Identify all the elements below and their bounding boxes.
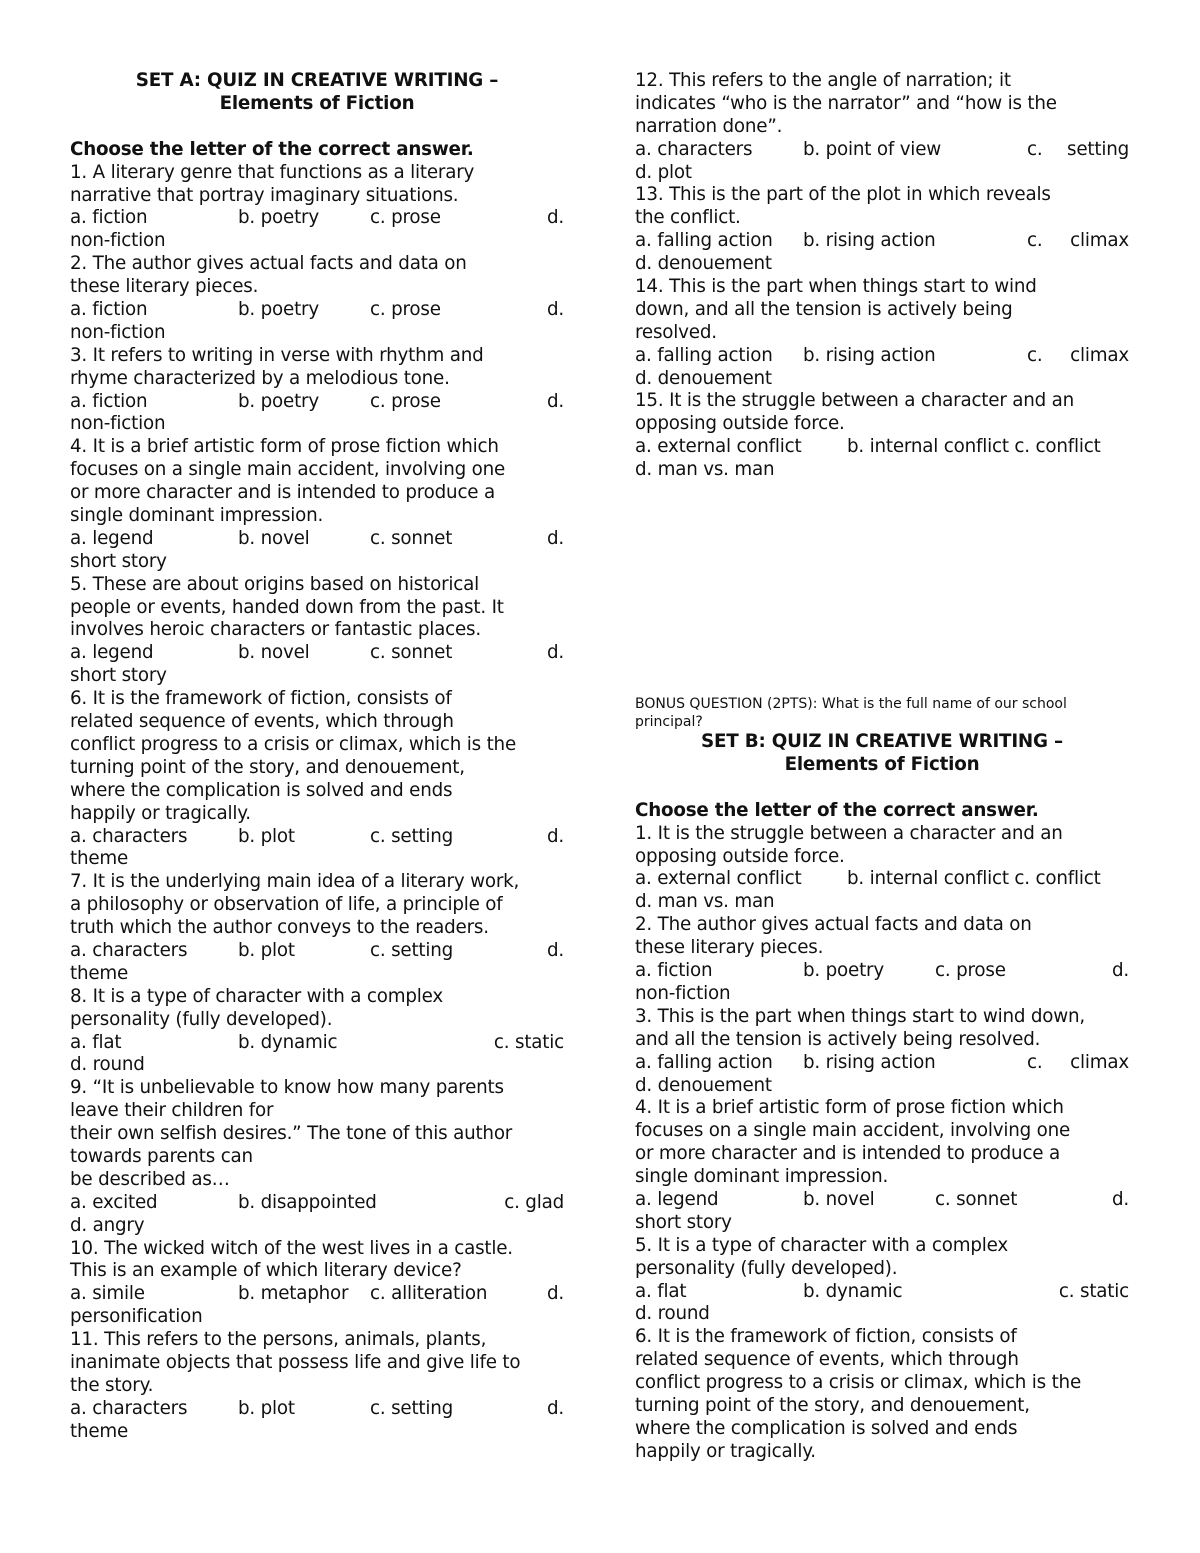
answer-option-continued: d. denouement [635,253,772,275]
answer-options-row [70,391,564,414]
question-stem-line: personality (fully developed). [635,1257,898,1279]
set-a-instruction: Choose the letter of the correct answer. [70,138,474,160]
answer-option[interactable]: b. disappointed [238,1191,377,1213]
question-stem-line: happily or tragically. [70,802,251,824]
question-stem-line: truth which the author conveys to the readers. [70,917,489,939]
answer-options-row [635,868,1129,891]
question-stem-line: 1. A literary genre that functions as a literary [70,161,475,183]
question-stem-line: 8. It is a type of character with a complex [70,985,443,1007]
answer-options-row [70,826,564,849]
question-item [635,914,1129,1006]
answer-option-continued: non-fiction [70,230,166,252]
question-stem-line: opposing outside force. [635,413,845,435]
answer-option[interactable]: b. internal conflict c. conflict [847,436,1101,458]
question-stem-line: narration done”. [635,115,783,137]
question-stem-line: 13. This is the part of the plot in which reveals [635,184,1051,206]
set-a-title-line2: Elements of Fiction [219,92,415,114]
answer-option[interactable]: a. characters [70,1397,188,1419]
answer-options-row [635,1052,1129,1075]
answer-option-continued: non-fiction [635,982,731,1004]
question-item [635,1006,1129,1098]
answer-option[interactable]: b. novel [803,1188,875,1210]
question-stem-line: these literary pieces. [635,937,824,959]
question-stem-line: down, and all the tension is actively being [635,298,1013,320]
answer-option[interactable]: a. flat [70,1031,122,1053]
answer-options-row [70,1283,564,1306]
set-a-question-list [70,162,564,1444]
answer-option[interactable]: a. legend [635,1188,719,1210]
answer-option[interactable]: d. [546,390,564,412]
answer-option-continued: theme [70,962,129,984]
question-stem-line: 10. The wicked witch of the west lives in a castle. [70,1237,513,1259]
question-stem-line: narrative that portray imaginary situations. [70,184,459,206]
question-item [635,276,1129,390]
question-item [70,162,564,254]
answer-option[interactable]: c. [1027,1051,1043,1073]
answer-option[interactable]: b. plot [238,825,295,847]
answer-option[interactable]: a. fiction [70,390,148,412]
answer-option[interactable]: a. excited [70,1191,158,1213]
answer-option[interactable]: c. sonnet [370,642,453,664]
question-stem-line: 15. It is the struggle between a character and an [635,390,1075,412]
answer-option[interactable]: climax [1070,1051,1129,1073]
question-item [70,436,564,573]
question-stem-line: where the complication is solved and ends [70,779,453,801]
answer-option-continued: d. denouement [635,1074,772,1096]
question-item [70,253,564,345]
question-stem-line: 3. This is the part when things start to wind down, [635,1005,1086,1027]
question-stem-line: 2. The author gives actual facts and data on [635,914,1032,936]
answer-option-continued: theme [70,848,129,870]
answer-option[interactable]: setting [1067,138,1129,160]
question-stem-line: indicates “who is the narrator” and “how is the [635,92,1057,114]
set-b-title-line1: SET B: QUIZ IN CREATIVE WRITING – [701,731,1063,753]
answer-option[interactable]: b. plot [238,939,295,961]
answer-option[interactable]: climax [1070,230,1129,252]
question-stem-line: towards parents can [70,1145,253,1167]
answer-option[interactable]: b. poetry [803,960,884,982]
answer-option[interactable]: c. setting [370,825,454,847]
answer-option[interactable]: b. rising action [803,1051,936,1073]
answer-options-row [70,1398,564,1421]
set-a-continued-question-list [635,70,1129,482]
answer-option[interactable]: a. fiction [70,207,148,229]
left-column [70,70,564,1444]
answer-option[interactable]: a. legend [70,527,154,549]
question-item [70,574,564,688]
answer-option[interactable]: a. characters [70,939,188,961]
answer-option-continued: d. round [70,1054,145,1076]
answer-options-row [70,1192,564,1215]
question-stem-line: their own selfish desires.” The tone of this author [70,1123,513,1145]
answer-options-row [635,230,1129,253]
question-stem-line: happily or tragically. [635,1440,816,1462]
answer-option[interactable]: b. dynamic [238,1031,338,1053]
answer-option[interactable]: d. [546,642,564,664]
answer-option[interactable]: b. rising action [803,344,936,366]
question-stem-line: 5. It is a type of character with a complex [635,1234,1008,1256]
question-stem-line: 9. “It is unbelievable to know how many parents [70,1077,504,1099]
bonus-question-line1: BONUS QUESTION (2PTS): What is the full name of our school [635,696,1067,713]
question-stem-line: 3. It refers to writing in verse with rhythm and [70,344,484,366]
question-item [70,871,564,985]
answer-option[interactable]: c. static [493,1031,564,1053]
answer-options-row [70,1032,564,1055]
answer-option[interactable]: b. point of view [803,138,941,160]
question-stem-line: single dominant impression. [70,505,324,527]
question-stem-line: related sequence of events, which through [635,1349,1019,1371]
question-stem-line: rhyme characterized by a melodious tone. [70,367,450,389]
question-item [70,986,564,1078]
answer-option[interactable]: c. prose [370,207,441,229]
question-stem-line: and all the tension is actively being resolved. [635,1028,1041,1050]
question-stem-line: 7. It is the underlying main idea of a literary work, [70,871,520,893]
answer-option[interactable]: b. poetry [238,299,319,321]
answer-option[interactable]: a. falling action [635,230,773,252]
answer-option[interactable]: c. sonnet [935,1188,1018,1210]
answer-option-continued: short story [70,550,167,572]
answer-option[interactable]: c. alliteration [370,1283,488,1305]
answer-option-continued: non-fiction [70,413,166,435]
answer-option[interactable]: c. setting [370,1397,454,1419]
question-item [70,1238,564,1330]
answer-option[interactable]: b. plot [238,1397,295,1419]
answer-option-continued: d. round [635,1303,710,1325]
answer-option[interactable]: c. setting [370,939,454,961]
answer-option[interactable]: a. falling action [635,1051,773,1073]
question-stem-line: related sequence of events, which through [70,711,454,733]
question-item [635,823,1129,915]
answer-options-row [635,345,1129,368]
answer-options-row [70,528,564,551]
answer-option[interactable]: a. fiction [70,299,148,321]
question-stem-line: conflict progress to a crisis or climax, which is the [70,733,516,755]
answer-option[interactable]: a. legend [70,642,154,664]
question-stem-line: focuses on a single main accident, involving one [635,1120,1071,1142]
question-stem-line: or more character and is intended to produce a [635,1143,1060,1165]
question-item [70,1077,564,1237]
answer-option[interactable]: d. [546,1283,564,1305]
question-item [635,1326,1129,1463]
question-stem-line: single dominant impression. [635,1166,889,1188]
question-stem-line: 12. This refers to the angle of narration; it [635,70,1011,91]
answer-option[interactable]: d. [546,299,564,321]
answer-options-row [635,139,1129,162]
question-stem-line: This is an example of which literary device? [70,1260,462,1282]
question-item [70,345,564,437]
answer-option[interactable]: a. external conflict [635,868,802,890]
question-stem-line: personality (fully developed). [70,1008,333,1030]
answer-option[interactable]: c. prose [370,390,441,412]
answer-option-continued: d. angry [70,1214,145,1236]
question-stem-line: be described as… [70,1168,230,1190]
answer-option-continued: d. man vs. man [635,459,775,481]
answer-option[interactable]: b. novel [238,527,310,549]
question-stem-line: 6. It is the framework of fiction, consists of [70,688,452,710]
question-stem-line: 4. It is a brief artistic form of prose fiction which [70,436,499,458]
answer-option[interactable]: c. [1027,138,1043,160]
set-b-title-line2: Elements of Fiction [784,753,980,775]
answer-option[interactable]: d. [546,1397,564,1419]
set-a-title-line1: SET A: QUIZ IN CREATIVE WRITING – [135,70,499,91]
answer-option[interactable]: c. prose [370,299,441,321]
answer-option[interactable]: d. [546,527,564,549]
question-stem-line: 6. It is the framework of fiction, consists of [635,1326,1017,1348]
answer-option-continued: d. denouement [635,367,772,389]
question-stem-line: 5. These are about origins based on historical [70,573,480,595]
question-stem-line: the conflict. [635,207,741,229]
answer-option[interactable]: d. [1111,1188,1129,1210]
answer-option[interactable]: b. dynamic [803,1280,903,1302]
set-b-question-list [635,823,1129,1464]
answer-option[interactable]: b. poetry [238,207,319,229]
answer-options-row [70,207,564,230]
question-stem-line: people or events, handed down from the past. It [70,596,504,618]
answer-option[interactable]: d. [546,207,564,229]
answer-option[interactable]: c. glad [504,1191,564,1213]
answer-option[interactable]: a. flat [635,1280,687,1302]
answer-option[interactable]: d. [1111,960,1129,982]
question-item [70,1329,564,1443]
question-stem-line: the story. [70,1374,154,1396]
answer-option-continued: theme [70,1420,129,1442]
answer-option[interactable]: climax [1070,344,1129,366]
question-item [70,688,564,871]
answer-option-continued: d. man vs. man [635,891,775,913]
question-item [635,184,1129,276]
answer-options-row [70,642,564,665]
answer-option[interactable]: b. metaphor [238,1283,349,1305]
answer-options-row [635,1281,1129,1304]
question-stem-line: conflict progress to a crisis or climax, which is the [635,1372,1081,1394]
answer-options-row [70,940,564,963]
question-stem-line: inanimate objects that possess life and give life to [70,1351,521,1373]
answer-option-continued: personification [70,1306,203,1328]
question-item [635,1235,1129,1327]
answer-option[interactable]: a. characters [70,825,188,847]
answer-option[interactable]: a. fiction [635,960,713,982]
question-item [635,1097,1129,1234]
question-stem-line: resolved. [635,321,717,343]
right-column [635,70,1129,1464]
question-item [635,390,1129,482]
answer-option-continued: d. plot [635,161,692,183]
answer-option-continued: non-fiction [70,321,166,343]
answer-option[interactable]: b. poetry [238,390,319,412]
answer-option-continued: short story [70,665,167,687]
question-stem-line: opposing outside force. [635,845,845,867]
question-stem-line: where the complication is solved and ends [635,1417,1018,1439]
answer-option[interactable]: d. [546,939,564,961]
bonus-question-line2: principal? [635,714,703,731]
answer-option[interactable]: c. static [1058,1280,1129,1302]
answer-option[interactable]: a. simile [70,1283,145,1305]
question-stem-line: turning point of the story, and denouement, [635,1394,1030,1416]
answer-options-row [635,960,1129,983]
question-stem-line: 11. This refers to the persons, animals, plants, [70,1329,487,1351]
answer-options-row [635,436,1129,459]
question-stem-line: leave their children for [70,1100,274,1122]
question-item [635,70,1129,184]
answer-option[interactable]: c. [1027,230,1043,252]
question-stem-line: involves heroic characters or fantastic places. [70,619,481,641]
question-stem-line: 4. It is a brief artistic form of prose fiction which [635,1097,1064,1119]
answer-option[interactable]: c. prose [935,960,1006,982]
answer-option[interactable]: b. novel [238,642,310,664]
question-stem-line: a philosophy or observation of life, a principle of [70,894,503,916]
answer-option[interactable]: a. falling action [635,344,773,366]
question-stem-line: focuses on a single main accident, involving one [70,459,506,481]
answer-options-row [70,299,564,322]
answer-option-continued: short story [635,1211,732,1233]
answer-option[interactable]: b. internal conflict c. conflict [847,868,1101,890]
answer-option[interactable]: d. [546,825,564,847]
set-b-instruction: Choose the letter of the correct answer. [635,799,1039,821]
answer-option[interactable]: b. rising action [803,230,936,252]
answer-options-row [635,1189,1129,1212]
answer-option[interactable]: a. characters [635,138,753,160]
answer-option[interactable]: c. [1027,344,1043,366]
question-stem-line: 2. The author gives actual facts and data on [70,253,467,275]
question-stem-line: 14. This is the part when things start to wind [635,276,1037,298]
question-stem-line: turning point of the story, and denouement, [70,756,465,778]
answer-option[interactable]: a. external conflict [635,436,802,458]
question-stem-line: 1. It is the struggle between a character and an [635,822,1063,844]
question-stem-line: or more character and is intended to produce a [70,482,495,504]
question-stem-line: these literary pieces. [70,276,259,298]
answer-option[interactable]: c. sonnet [370,527,453,549]
